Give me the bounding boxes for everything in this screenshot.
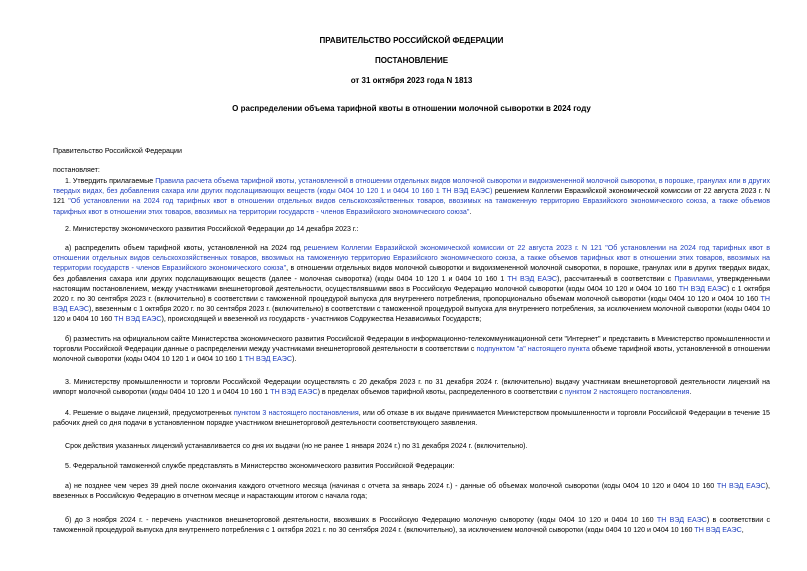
- tnved-link[interactable]: ТН ВЭД ЕАЭС: [270, 388, 318, 397]
- org-heading: ПРАВИТЕЛЬСТВО РОССИЙСКОЙ ФЕДЕРАЦИИ: [319, 36, 504, 45]
- tnved-link[interactable]: ТН ВЭД ЕАЭС: [694, 526, 742, 535]
- paragraph-2a: [53, 243, 770, 325]
- text: , или об отказе в их выдаче принимается Министерством промышленности и торговли Российской Федерации в течение 15 рабочих дней со дня подачи в установленном порядке участником внешнеторговой деятельности соответствующего заявления.: [53, 409, 770, 428]
- text: 1. Утвердить прилагаемые: [65, 177, 156, 185]
- paragraph-2b: [53, 334, 770, 365]
- text: 4. Решение о выдаче лицензий, предусмотренных: [65, 409, 234, 417]
- tnved-link[interactable]: ТН ВЭД ЕАЭС: [53, 295, 770, 314]
- text: ), ввезенных в Российскую Федерацию в отчетном месяце и нарастающим итогом с начала года;: [53, 482, 771, 501]
- paragraph-3-link[interactable]: пунктом 3 настоящего постановления: [233, 409, 359, 417]
- text: .: [689, 388, 692, 397]
- tnved-link[interactable]: ТН ВЭД ЕАЭС: [716, 482, 766, 490]
- paragraph-2: 2. Министерству экономического развития Российской Федерации до 14 декабря 2023 г.:: [65, 225, 359, 233]
- paragraph-4-validity: Срок действия указанных лицензий устанавливается со дня их выдачи (но не ранее 1 января 2024 г.) по 31 декабря 2024 г. (включительно).: [65, 442, 528, 450]
- text: а) распределить объем тарифной квоты, установленной на 2024 год: [65, 244, 304, 252]
- text: .: [469, 207, 472, 216]
- text: б) до 3 ноября 2024 г. - перечень участников внешнеторговой деятельности, ввозивших в Российскую Федерацию молочную сыворотку (коды 0404 10 120 и 0404 10 160: [65, 516, 657, 524]
- tnved-link[interactable]: ТН ВЭД ЕАЭС: [656, 516, 707, 524]
- subparagraph-link[interactable]: подпунктом "а" настоящего пункта: [476, 345, 590, 354]
- text: ), происходящей и ввезенной из государств - участников Содружества Независимых Государств;: [161, 315, 482, 324]
- text: ) в соответствии с таможенной процедурой выпуска для внутреннего потребления с 1 октября 2021 г. по 30 сентября 2024 г. (включительно), за исключением молочной сыворотки (коды 0404 10 120 и 0404 10 160: [53, 516, 770, 535]
- decision-link[interactable]: "Об установлении на 2024 год тарифных квот в отношении отдельных видов сельскохозяйственных товаров, ввозимых на таможенную территорию Евразийского экономического союза, а также объемов тарифных квот в отношении этих товаров, ввозимых на территории государств - членов Евразийского экономического союза": [53, 197, 770, 216]
- paragraph-5: 5. Федеральной таможенной службе представлять в Министерство экономического развития Российской Федерации:: [65, 462, 455, 470]
- resolves-text: постановляет:: [53, 166, 100, 174]
- rules-link[interactable]: Правилами: [674, 274, 712, 283]
- text: ,: [741, 526, 744, 535]
- text: ), ввезенным с 1 октября 2020 г. по 30 сентября 2023 г. (включительно) в соответствии с таможенной процедурой выпуска для внутреннего потребления, за исключением молочной сыворотки (коды 0404 10 120 и 0404 10 160: [53, 305, 770, 324]
- text: б) разместить на официальном сайте Министерства экономического развития Российской Федерации в информационно-телекоммуникационной сети "Интернет" и представить в Министерство промышленности и торговли Российской Федерации данные о распределении между участниками внешнеторговой деятельности в соответствии с: [53, 335, 770, 354]
- decision-link[interactable]: решением Коллегии Евразийской экономической комиссии от 22 августа 2023 г. N 121 "Об установлении на 2024 год тарифных квот в отношении отдельных видов сельскохозяйственных товаров, ввозимых на таможенную территорию Евразийского экономического союза, а также объемов тарифных квот в отношении этих товаров, ввозимых на территории государств - членов Евразийского экономического союза": [53, 244, 770, 273]
- text: , утвержденными настоящим постановлением, между участниками внешнеторговой деятельности, осуществлявшими ввоз в Российскую Федерацию молочной сыворотки (коды 0404 10 120 и 0404 10 160: [53, 274, 771, 293]
- text: ) с 1 октября 2020 г. по 30 сентября 2023 г. (включительно) в соответствии с таможенной процедурой выпуска для внутреннего потребления, пропорционально объемам молочной сыворотки (коды 0404 10 120 и 0404 10 160: [53, 284, 771, 304]
- tnved-link[interactable]: ТН ВЭД ЕАЭС: [507, 274, 557, 283]
- text: 3. Министерству промышленности и торговли Российской Федерации осуществлять с 20 декабря 2023 г. по 31 декабря 2024 г. (включительно) выдачу участникам внешнеторговой деятельности лицензий на импорт молочной сыворотки (коды 0404 10 120 1 и 0404 10 160 1: [53, 378, 770, 397]
- doc-type-heading: ПОСТАНОВЛЕНИЕ: [374, 56, 449, 65]
- tnved-link[interactable]: ТН ВЭД ЕАЭС: [678, 284, 727, 293]
- issuer-text: Правительство Российской Федерации: [53, 147, 182, 155]
- rules-link[interactable]: Правила расчета объема тарифной квоты, установленной в отношении отдельных видов молочной сыворотки и видоизмененной молочной сыворотки, в порошке, гранулах или в других твердых видах, без добавления сахара или других подслащивающих веществ (коды 0404 10 120 1 и 0404 10 160 1 ТН ВЭД ЕАЭС): [53, 177, 770, 196]
- text: , в отношении отдельных видов молочной сыворотки и видоизмененной молочной сыворотки, в порошке, гранулах или в других твердых видах, без добавления сахара или других подслащивающих веществ (далее - молочная сыворотка) (коды 0404 10 120 1 и 0404 10 160 1: [53, 264, 770, 283]
- paragraph-5b: [53, 515, 770, 535]
- text: ), рассчитанный в соответствии с: [556, 274, 675, 283]
- paragraph-5a: [53, 481, 770, 501]
- tnved-link[interactable]: ТН ВЭД ЕАЭС: [114, 315, 162, 324]
- paragraph-3: [53, 377, 770, 397]
- text: ) в пределах объемов тарифной квоты, распределенного в соответствии с: [317, 388, 565, 397]
- paragraph-2-link[interactable]: пунктом 2 настоящего постановления: [564, 388, 690, 397]
- text: ).: [291, 355, 297, 364]
- tnved-link[interactable]: ТН ВЭД ЕАЭС: [244, 355, 292, 364]
- text: объеме тарифной квоты, установленной в отношении молочной сыворотки (коды 0404 10 120 1 и 0404 10 160 1: [53, 345, 770, 364]
- text: а) не позднее чем через 39 дней после окончания каждого отчетного месяца (начиная с отчета за январь 2024 г.) - данные об объемах молочной сыворотки (коды 0404 10 120 и 0404 10 160: [65, 482, 717, 490]
- paragraph-1: [53, 176, 770, 217]
- date-number-heading: от 31 октября 2023 года N 1813: [350, 76, 473, 85]
- document-title: О распределении объема тарифной квоты в отношении молочной сыворотки в 2024 году: [232, 104, 591, 113]
- text: решением Коллегии Евразийской экономической комиссии от 22 августа 2023 г. N 121: [53, 187, 770, 206]
- paragraph-4: [53, 408, 770, 428]
